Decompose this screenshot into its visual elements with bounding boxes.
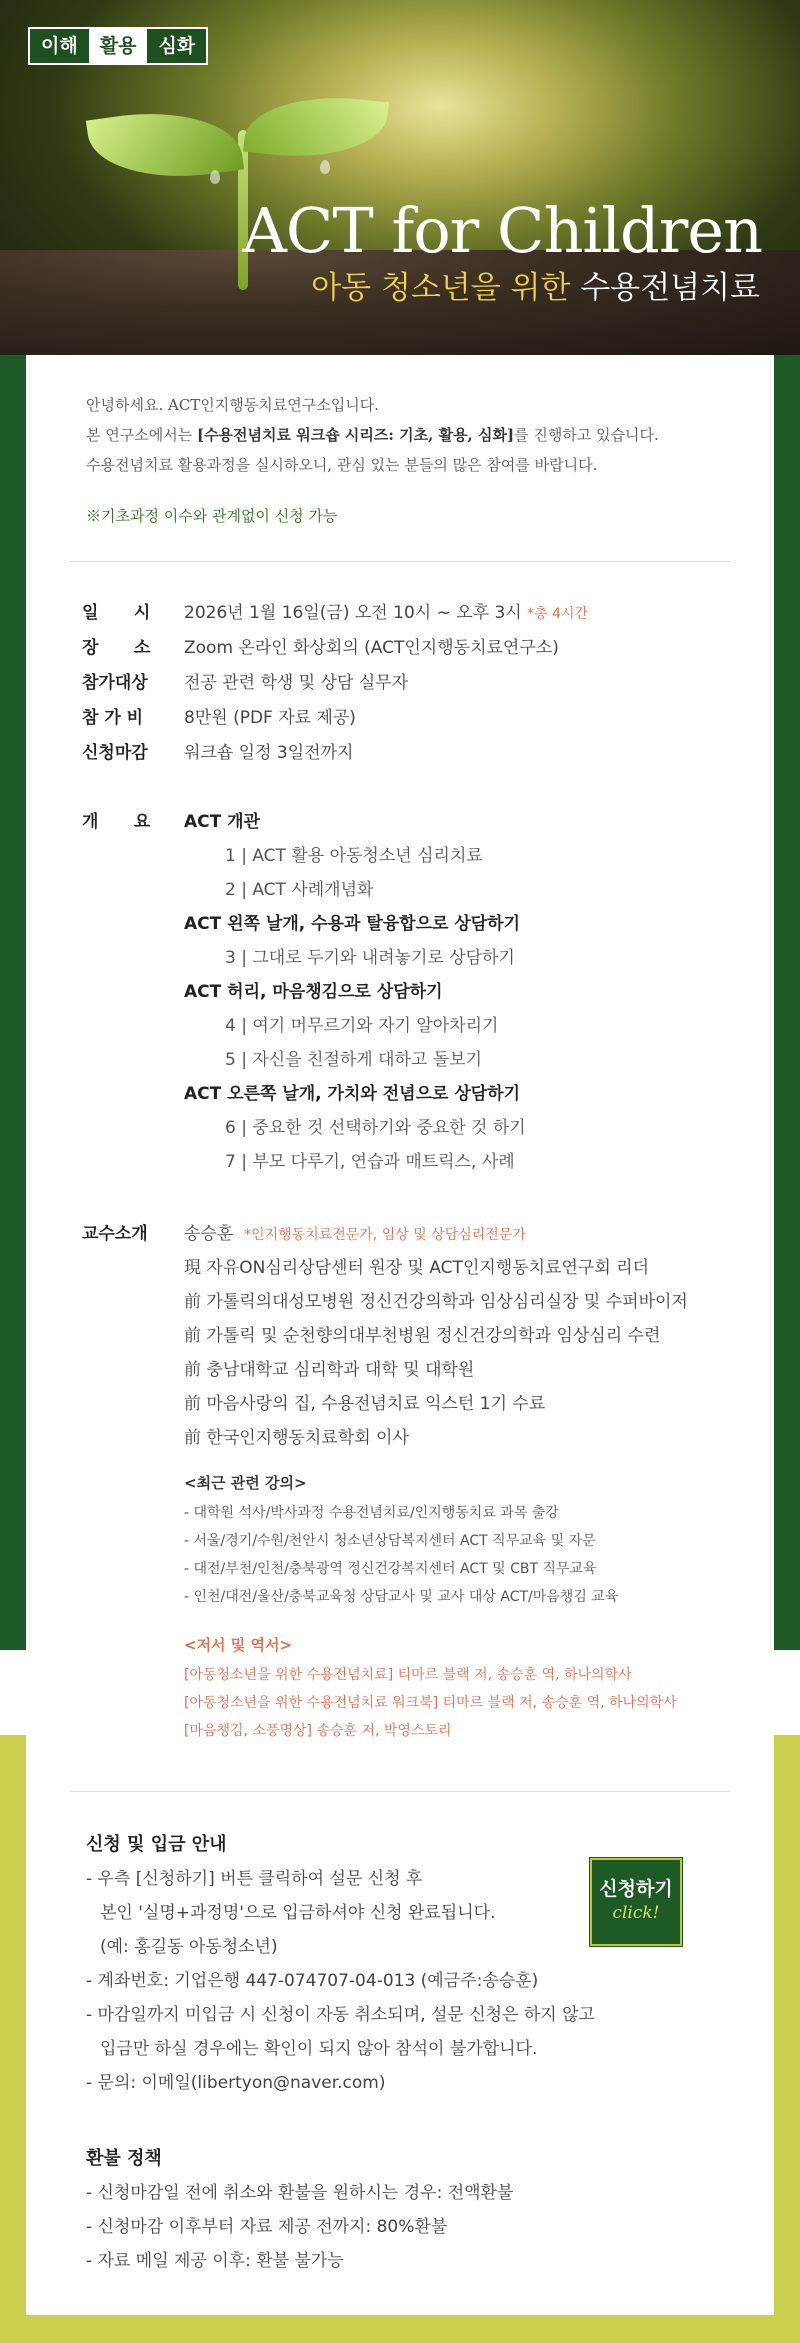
water-drop-icon: [210, 170, 220, 184]
water-drop-icon: [320, 160, 330, 174]
apply-line: - 마감일까지 미입금 시 신청이 자동 취소되며, 설문 신청은 하지 않고: [86, 2005, 595, 2025]
career-item: 前 충남대학교 심리학과 대학 및 대학원: [184, 1360, 475, 1380]
outline-item: ACT 왼쪽 날개, 수용과 탈융합으로 상담하기: [184, 914, 521, 934]
career-item: 現 자유ON심리상담센터 원장 및 ACT인지행동치료연구회 리더: [184, 1258, 649, 1278]
instructor-label: 교수소개: [82, 1224, 148, 1244]
career-item: 前 가톨릭의대성모병원 정신건강의학과 임상심리실장 및 수퍼바이저: [184, 1292, 688, 1312]
apply-line: - 문의: 이메일(libertyon@naver.com): [86, 2073, 386, 2093]
hero-subtitle-rest: 수용전념치료: [580, 270, 760, 306]
apply-line: 입금만 하실 경우에는 확인이 되지 않아 참석이 불가합니다.: [100, 2039, 538, 2059]
apply-title: 신청 및 입금 안내: [86, 1834, 227, 1855]
outline-item: 1 | ACT 활용 아동청소년 심리치료: [225, 846, 483, 866]
lecture-item: - 대학원 석사/박사과정 수용전념치료/인지행동치료 과목 출강: [184, 1505, 559, 1521]
right-green-border: [774, 355, 800, 1650]
info-label-place: 장 소: [82, 638, 151, 658]
outline-item: ACT 허리, 마음챙김으로 상담하기: [184, 982, 443, 1002]
info-label-date: 일 시: [82, 603, 151, 623]
sprout-leaf-right: [243, 88, 389, 166]
hero-banner: [0, 0, 800, 355]
hero-title: ACT for Children: [242, 194, 762, 267]
book-item: [아동청소년을 위한 수용전념치료] 티마르 블랙 저, 송승훈 역, 하나의학사: [184, 1667, 632, 1683]
info-value-date: [184, 598, 588, 623]
apply-line: (예: 홍길동 아동청소년): [100, 1937, 278, 1957]
outline-item: ACT 오른쪽 날개, 가치와 전념으로 상담하기: [184, 1084, 521, 1104]
apply-button-sub: click!: [612, 1903, 660, 1923]
refund-title: 환불 정책: [86, 2148, 162, 2169]
apply-line: 본인 '실명+과정명'으로 입금하셔야 신청 완료됩니다.: [100, 1903, 496, 1923]
outline-item: 7 | 부모 다루기, 연습과 매트릭스, 사례: [225, 1152, 515, 1172]
refund-line: - 신청마감 이후부터 자료 제공 전까지: 80%환불: [86, 2217, 448, 2237]
book-item: [마음챙김, 소풍명상] 송승훈 저, 박영스토리: [184, 1723, 452, 1739]
outline-item: 2 | ACT 사례개념화: [225, 880, 374, 900]
tab-application: 활용: [89, 29, 148, 63]
book-item: [아동청소년을 위한 수용전념치료 워크북] 티마르 블랙 저, 송승훈 역, 하나의학사: [184, 1695, 677, 1711]
sprout-leaf-left: [86, 100, 244, 190]
info-label-deadline: 신청마감: [82, 743, 148, 763]
outline-item: 3 | 그대로 두기와 내려놓기로 상담하기: [225, 948, 515, 968]
duration-note: *총 4시간: [527, 606, 589, 622]
intro-line-1: 안녕하세요. ACT인지행동치료연구소입니다.: [86, 396, 379, 414]
hero-subtitle: [311, 268, 760, 308]
divider: [70, 1791, 730, 1792]
refund-line: - 자료 메일 제공 이후: 환불 불가능: [86, 2251, 344, 2271]
info-label-target: 참가대상: [82, 673, 148, 693]
outline-item: 5 | 자신을 친절하게 대하고 돌보기: [225, 1050, 483, 1070]
apply-button-label: 신청하기: [599, 1878, 673, 1900]
left-green-border: [0, 355, 26, 1650]
outline-label: 개 요: [82, 812, 151, 832]
tab-advanced: 심화: [147, 29, 206, 63]
tab-understanding: 이해: [30, 29, 89, 63]
apply-line: - 우측 [신청하기] 버튼 클릭하여 설문 신청 후: [86, 1869, 423, 1889]
info-value-fee: 8만원 (PDF 자료 제공): [184, 708, 356, 728]
intro-text: [86, 390, 659, 480]
info-value-target: 전공 관련 학생 및 상담 실무자: [184, 673, 409, 693]
eligibility-note: ※기초과정 이수와 관계없이 신청 가능: [86, 507, 338, 525]
intro-line-2-bold: [수용전념치료 워크숍 시리즈: 기초, 활용, 심화]: [196, 426, 515, 444]
books-title: <저서 및 역서>: [184, 1636, 293, 1654]
refund-line: - 신청마감일 전에 취소와 환불을 원하시는 경우: 전액환불: [86, 2183, 514, 2203]
outline-item: 6 | 중요한 것 선택하기와 중요한 것 하기: [225, 1118, 526, 1138]
lecture-item: - 서울/경기/수원/천안시 청소년상담복지센터 ACT 직무교육 및 자문: [184, 1533, 596, 1549]
divider: [70, 561, 730, 562]
career-item: 前 가톨릭 및 순천향의대부천병원 정신건강의학과 임상심리 수련: [184, 1326, 661, 1346]
intro-line-2-pre: 본 연구소에서는: [86, 426, 197, 444]
info-label-fee: 참 가 비: [82, 708, 144, 728]
lecture-item: - 대전/부천/인천/충북광역 정신건강복지센터 ACT 및 CBT 직무교육: [184, 1561, 597, 1577]
outline-item: ACT 개관: [184, 812, 260, 832]
intro-line-3: 수용전념치료 활용과정을 실시하오니, 관심 있는 분들의 많은 참여를 바랍니다.: [86, 456, 598, 474]
hero-subtitle-highlight: 아동 청소년을 위한: [311, 270, 571, 306]
date-value: 2026년 1월 16일(금) 오전 10시 ~ 오후 3시: [184, 603, 522, 623]
instructor-name-row: [184, 1219, 526, 1244]
instructor-title: *인지행동치료전문가, 임상 및 상담심리전문가: [244, 1227, 526, 1243]
intro-line-2-post: 를 진행하고 있습니다.: [514, 426, 659, 444]
career-item: 前 한국인지행동치료학회 이사: [184, 1428, 409, 1448]
lectures-title: <최근 관련 강의>: [184, 1474, 307, 1492]
instructor-name: 송승훈: [184, 1224, 234, 1244]
lecture-item: - 인천/대전/울산/충북교육청 상담교사 및 교사 대상 ACT/마음챙김 교육: [184, 1589, 619, 1605]
course-level-tabs: [28, 27, 208, 65]
info-value-place: Zoom 온라인 화상회의 (ACT인지행동치료연구소): [184, 638, 559, 658]
info-value-deadline: 워크숍 일정 3일전까지: [184, 743, 354, 763]
apply-line: - 계좌번호: 기업은행 447-074707-04-013 (예금주:송승훈): [86, 1971, 539, 1991]
intro-line-2: [86, 420, 659, 450]
career-item: 前 마음사랑의 집, 수용전념치료 익스턴 1기 수료: [184, 1394, 546, 1414]
apply-button[interactable]: [590, 1858, 682, 1946]
outline-item: 4 | 여기 머무르기와 자기 알아차리기: [225, 1016, 499, 1036]
